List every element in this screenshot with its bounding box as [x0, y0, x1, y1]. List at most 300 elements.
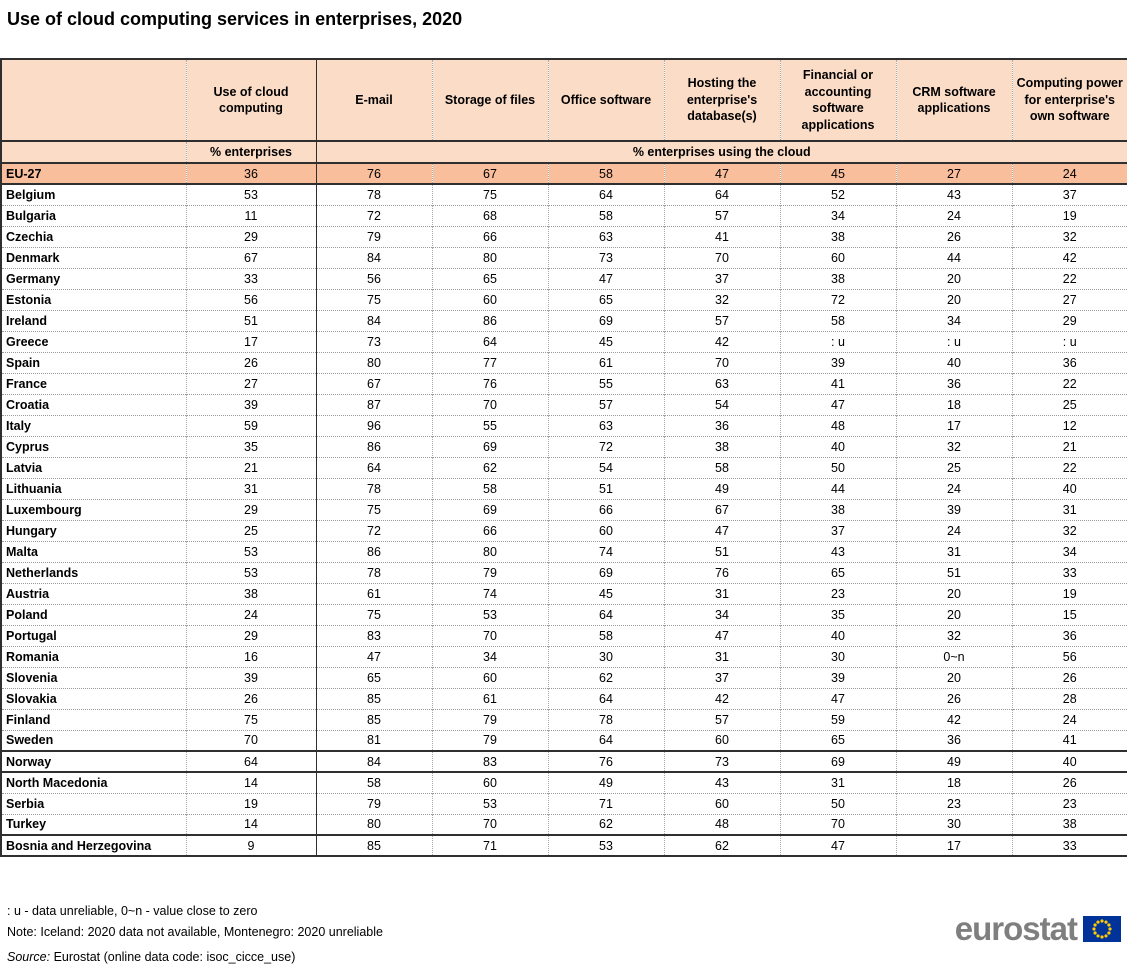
- row-label: Spain: [6, 355, 41, 370]
- data-cell: 86: [316, 541, 432, 562]
- data-cell: 28: [1012, 688, 1127, 709]
- data-cell: 86: [316, 436, 432, 457]
- data-cell: 20: [896, 667, 1012, 688]
- data-cell: 60: [432, 772, 548, 793]
- data-cell: 47: [664, 625, 780, 646]
- table-row: [1, 520, 1127, 541]
- table-row: [1, 268, 1127, 289]
- data-cell: 66: [432, 520, 548, 541]
- data-cell: 45: [780, 163, 896, 184]
- data-cell: 56: [1012, 646, 1127, 667]
- data-cell: 30: [896, 814, 1012, 835]
- data-cell: 31: [186, 478, 316, 499]
- data-cell: 64: [548, 604, 664, 625]
- data-cell: 36: [1012, 352, 1127, 373]
- data-cell: : u: [896, 331, 1012, 352]
- data-cell: 75: [316, 604, 432, 625]
- data-cell: 70: [432, 625, 548, 646]
- unit-cell-cloud: % enterprises using the cloud: [316, 141, 1127, 163]
- row-label: Austria: [6, 586, 50, 601]
- data-cell: 26: [1012, 772, 1127, 793]
- data-cell: 69: [548, 562, 664, 583]
- footnotes: [7, 901, 383, 968]
- data-cell: 38: [186, 583, 316, 604]
- data-cell: 70: [432, 394, 548, 415]
- data-cell: 64: [664, 184, 780, 205]
- data-cell: 65: [316, 667, 432, 688]
- data-cell: 27: [1012, 289, 1127, 310]
- row-label: Romania: [6, 649, 59, 664]
- data-cell: 26: [186, 688, 316, 709]
- data-cell: 84: [316, 751, 432, 772]
- data-cell: 31: [664, 646, 780, 667]
- data-cell: 24: [896, 520, 1012, 541]
- data-cell: 22: [1012, 268, 1127, 289]
- data-cell: 64: [186, 751, 316, 772]
- data-cell: 70: [432, 814, 548, 835]
- data-cell: 55: [548, 373, 664, 394]
- table-row: [1, 772, 1127, 793]
- data-cell: 47: [780, 394, 896, 415]
- data-cell: 50: [780, 793, 896, 814]
- data-cell: 24: [896, 478, 1012, 499]
- header-cell-use-of-cloud: Use of cloud computing: [186, 59, 316, 141]
- data-cell: 78: [316, 184, 432, 205]
- data-cell: 43: [896, 184, 1012, 205]
- data-cell: 37: [1012, 184, 1127, 205]
- table-row: [1, 373, 1127, 394]
- data-cell: 60: [664, 730, 780, 751]
- header-cell-hosting: Hosting the enterprise's database(s): [664, 59, 780, 141]
- data-cell: 24: [1012, 709, 1127, 730]
- row-label: Croatia: [6, 397, 50, 412]
- unit-row: [1, 141, 1127, 163]
- data-cell: 49: [548, 772, 664, 793]
- data-cell: 12: [1012, 415, 1127, 436]
- data-cell: 87: [316, 394, 432, 415]
- data-cell: 29: [186, 499, 316, 520]
- table-row: [1, 247, 1127, 268]
- data-cell: 58: [432, 478, 548, 499]
- data-cell: 23: [1012, 793, 1127, 814]
- data-cell: 15: [1012, 604, 1127, 625]
- data-cell: 80: [432, 541, 548, 562]
- data-cell: 64: [432, 331, 548, 352]
- data-cell: 38: [1012, 814, 1127, 835]
- data-cell: 51: [896, 562, 1012, 583]
- table-row: [1, 814, 1127, 835]
- data-cell: 0~n: [896, 646, 1012, 667]
- data-cell: 39: [186, 394, 316, 415]
- data-cell: 54: [664, 394, 780, 415]
- data-cell: 80: [316, 814, 432, 835]
- data-cell: 25: [1012, 394, 1127, 415]
- row-label: Estonia: [6, 292, 52, 307]
- data-cell: 59: [780, 709, 896, 730]
- data-cell: 23: [780, 583, 896, 604]
- data-cell: 62: [548, 667, 664, 688]
- data-cell: 75: [316, 499, 432, 520]
- source-text: Eurostat (online data code: isoc_cicce_use): [50, 950, 296, 964]
- data-cell: 53: [432, 604, 548, 625]
- table-row: [1, 835, 1127, 856]
- data-cell: 29: [186, 625, 316, 646]
- table-row: [1, 415, 1127, 436]
- data-cell: 31: [896, 541, 1012, 562]
- row-label: Netherlands: [6, 565, 79, 580]
- data-cell: 14: [186, 772, 316, 793]
- table-row: [1, 310, 1127, 331]
- data-cell: 80: [316, 352, 432, 373]
- data-cell: 47: [316, 646, 432, 667]
- data-cell: 63: [548, 415, 664, 436]
- data-cell: 19: [186, 793, 316, 814]
- row-label: Luxembourg: [6, 502, 82, 517]
- table-row: [1, 184, 1127, 205]
- data-cell: 36: [896, 373, 1012, 394]
- data-cell: 68: [432, 205, 548, 226]
- unit-cell-enterprises: % enterprises: [186, 141, 316, 163]
- data-cell: 61: [316, 583, 432, 604]
- footnote-flags: : u - data unreliable, 0~n - value close to zero: [7, 904, 258, 918]
- data-cell: 64: [548, 184, 664, 205]
- data-cell: 76: [432, 373, 548, 394]
- data-cell: 24: [896, 205, 1012, 226]
- data-cell: 84: [316, 247, 432, 268]
- data-cell: 67: [186, 247, 316, 268]
- data-cell: 72: [780, 289, 896, 310]
- data-cell: 74: [548, 541, 664, 562]
- data-cell: 47: [780, 835, 896, 856]
- row-label: Poland: [6, 607, 48, 622]
- data-cell: 37: [664, 268, 780, 289]
- data-cell: 69: [432, 499, 548, 520]
- row-label: Turkey: [6, 817, 47, 832]
- data-cell: 26: [186, 352, 316, 373]
- data-cell: 33: [186, 268, 316, 289]
- data-cell: 64: [316, 457, 432, 478]
- data-cell: 79: [432, 709, 548, 730]
- row-label: Latvia: [6, 460, 43, 475]
- data-cell: 62: [664, 835, 780, 856]
- row-label: Malta: [6, 544, 38, 559]
- data-cell: 70: [780, 814, 896, 835]
- data-cell: 65: [432, 268, 548, 289]
- data-cell: 32: [664, 289, 780, 310]
- data-cell: 20: [896, 289, 1012, 310]
- data-cell: 41: [1012, 730, 1127, 751]
- data-cell: 53: [186, 184, 316, 205]
- row-label: France: [6, 376, 47, 391]
- data-cell: 35: [780, 604, 896, 625]
- data-cell: 77: [432, 352, 548, 373]
- row-label: Bosnia and Herzegovina: [6, 838, 152, 853]
- data-cell: 9: [186, 835, 316, 856]
- data-cell: 22: [1012, 457, 1127, 478]
- data-cell: 70: [664, 352, 780, 373]
- table-row: [1, 667, 1127, 688]
- data-cell: 66: [432, 226, 548, 247]
- row-label: EU-27: [6, 166, 42, 181]
- data-cell: 39: [780, 667, 896, 688]
- data-cell: 73: [664, 751, 780, 772]
- data-cell: 58: [780, 310, 896, 331]
- data-cell: 47: [664, 520, 780, 541]
- data-cell: 65: [548, 289, 664, 310]
- data-cell: 86: [432, 310, 548, 331]
- header-row: [1, 59, 1127, 141]
- data-cell: 21: [186, 457, 316, 478]
- row-label: Ireland: [6, 313, 47, 328]
- data-cell: 40: [1012, 751, 1127, 772]
- header-cell-storage: Storage of files: [432, 59, 548, 141]
- data-cell: 42: [1012, 247, 1127, 268]
- data-cell: 34: [780, 205, 896, 226]
- data-cell: 45: [548, 583, 664, 604]
- data-cell: 72: [316, 520, 432, 541]
- data-cell: 44: [896, 247, 1012, 268]
- data-cell: 41: [664, 226, 780, 247]
- data-cell: 62: [432, 457, 548, 478]
- data-cell: 63: [664, 373, 780, 394]
- data-cell: 40: [1012, 478, 1127, 499]
- data-cell: 30: [548, 646, 664, 667]
- data-cell: 48: [664, 814, 780, 835]
- data-cell: 63: [548, 226, 664, 247]
- data-cell: 20: [896, 268, 1012, 289]
- data-cell: 58: [548, 205, 664, 226]
- data-cell: 32: [1012, 520, 1127, 541]
- table-row: [1, 394, 1127, 415]
- table-row: [1, 793, 1127, 814]
- table-row: [1, 478, 1127, 499]
- data-cell: 34: [896, 310, 1012, 331]
- table-row: [1, 436, 1127, 457]
- header-cell-computing-power: Computing power for enterprise's own software: [1012, 59, 1127, 141]
- table-row: [1, 709, 1127, 730]
- row-label: Finland: [6, 712, 51, 727]
- data-cell: 53: [432, 793, 548, 814]
- data-cell: 75: [186, 709, 316, 730]
- data-cell: 25: [896, 457, 1012, 478]
- data-cell: 40: [780, 436, 896, 457]
- row-label: Greece: [6, 334, 49, 349]
- data-cell: 58: [664, 457, 780, 478]
- data-cell: 34: [432, 646, 548, 667]
- row-label: Bulgaria: [6, 208, 57, 223]
- data-cell: 74: [432, 583, 548, 604]
- data-cell: 20: [896, 583, 1012, 604]
- data-cell: 65: [780, 562, 896, 583]
- data-cell: 56: [316, 268, 432, 289]
- data-cell: 26: [896, 688, 1012, 709]
- data-cell: 78: [548, 709, 664, 730]
- data-cell: 58: [548, 625, 664, 646]
- data-cell: 62: [548, 814, 664, 835]
- row-label: North Macedonia: [6, 775, 108, 790]
- data-cell: 67: [432, 163, 548, 184]
- data-cell: 71: [548, 793, 664, 814]
- data-cell: 60: [432, 289, 548, 310]
- data-cell: 58: [316, 772, 432, 793]
- data-cell: 53: [186, 562, 316, 583]
- data-cell: 36: [1012, 625, 1127, 646]
- data-cell: 73: [548, 247, 664, 268]
- data-cell: 38: [664, 436, 780, 457]
- data-cell: 16: [186, 646, 316, 667]
- data-cell: 84: [316, 310, 432, 331]
- data-cell: 57: [548, 394, 664, 415]
- data-cell: 76: [664, 562, 780, 583]
- data-cell: 51: [548, 478, 664, 499]
- data-cell: 59: [186, 415, 316, 436]
- data-cell: 60: [548, 520, 664, 541]
- data-cell: 79: [316, 793, 432, 814]
- data-cell: 27: [186, 373, 316, 394]
- data-cell: 81: [316, 730, 432, 751]
- table-header: [1, 59, 1127, 163]
- data-cell: 50: [780, 457, 896, 478]
- data-cell: 41: [780, 373, 896, 394]
- data-cell: 34: [664, 604, 780, 625]
- table-row: [1, 289, 1127, 310]
- data-cell: 24: [1012, 163, 1127, 184]
- data-cell: 38: [780, 268, 896, 289]
- data-cell: 53: [186, 541, 316, 562]
- data-cell: 38: [780, 226, 896, 247]
- data-cell: 19: [1012, 583, 1127, 604]
- data-cell: 33: [1012, 562, 1127, 583]
- data-cell: 49: [896, 751, 1012, 772]
- data-cell: 66: [548, 499, 664, 520]
- data-cell: 36: [186, 163, 316, 184]
- page-title: Use of cloud computing services in enterprises, 2020: [7, 9, 463, 29]
- data-cell: 18: [896, 772, 1012, 793]
- row-label: Slovenia: [6, 670, 58, 685]
- data-cell: 23: [896, 793, 1012, 814]
- data-cell: 85: [316, 835, 432, 856]
- data-cell: 26: [896, 226, 1012, 247]
- data-cell: 67: [316, 373, 432, 394]
- table-row: [1, 604, 1127, 625]
- data-cell: 48: [780, 415, 896, 436]
- data-cell: 19: [1012, 205, 1127, 226]
- data-cell: 21: [1012, 436, 1127, 457]
- table-row: [1, 331, 1127, 352]
- data-cell: 55: [432, 415, 548, 436]
- data-cell: 83: [432, 751, 548, 772]
- data-cell: 40: [780, 625, 896, 646]
- table-row: [1, 646, 1127, 667]
- footnote-note: Note: Iceland: 2020 data not available, Montenegro: 2020 unreliable: [7, 925, 383, 939]
- table-row: [1, 226, 1127, 247]
- data-cell: 53: [548, 835, 664, 856]
- data-cell: 79: [316, 226, 432, 247]
- header-cell-crm: CRM software applications: [896, 59, 1012, 141]
- table-row: [1, 352, 1127, 373]
- data-cell: : u: [780, 331, 896, 352]
- data-cell: 26: [1012, 667, 1127, 688]
- data-cell: 44: [780, 478, 896, 499]
- data-cell: 58: [548, 163, 664, 184]
- data-cell: 31: [664, 583, 780, 604]
- table-row: [1, 730, 1127, 751]
- table-row: [1, 583, 1127, 604]
- data-cell: 61: [432, 688, 548, 709]
- data-cell: 75: [316, 289, 432, 310]
- data-cell: 33: [1012, 835, 1127, 856]
- row-label: Czechia: [6, 229, 54, 244]
- row-label: Serbia: [6, 796, 45, 811]
- data-cell: 31: [780, 772, 896, 793]
- data-cell: 73: [316, 331, 432, 352]
- data-cell: 75: [432, 184, 548, 205]
- table-row: [1, 562, 1127, 583]
- data-cell: 32: [896, 436, 1012, 457]
- data-cell: 69: [548, 310, 664, 331]
- eu-flag-icon: [1083, 916, 1121, 942]
- data-cell: 38: [780, 499, 896, 520]
- data-cell: 72: [548, 436, 664, 457]
- source-label: Source:: [7, 950, 51, 964]
- header-cell-email: E-mail: [316, 59, 432, 141]
- data-cell: 25: [186, 520, 316, 541]
- data-cell: 47: [548, 268, 664, 289]
- data-cell: 51: [664, 541, 780, 562]
- data-cell: 60: [664, 793, 780, 814]
- row-label: Cyprus: [6, 439, 50, 454]
- data-cell: 49: [664, 478, 780, 499]
- data-cell: 17: [186, 331, 316, 352]
- data-cell: 67: [664, 499, 780, 520]
- table-row: [1, 688, 1127, 709]
- data-cell: 70: [186, 730, 316, 751]
- data-cell: 60: [432, 667, 548, 688]
- data-cell: 42: [896, 709, 1012, 730]
- data-cell: 51: [186, 310, 316, 331]
- data-cell: 52: [780, 184, 896, 205]
- data-cell: 56: [186, 289, 316, 310]
- data-cell: 32: [1012, 226, 1127, 247]
- data-cell: 45: [548, 331, 664, 352]
- table-body: [1, 163, 1127, 856]
- row-label: Denmark: [6, 250, 60, 265]
- row-label: Sweden: [6, 733, 54, 748]
- row-label: Lithuania: [6, 481, 62, 496]
- data-cell: 54: [548, 457, 664, 478]
- data-cell: 39: [780, 352, 896, 373]
- data-cell: 17: [896, 415, 1012, 436]
- header-cell-financial: Financial or accounting software applications: [780, 59, 896, 141]
- data-cell: 64: [548, 688, 664, 709]
- data-cell: 42: [664, 331, 780, 352]
- eurostat-logo-text: eurostat: [954, 910, 1077, 947]
- data-cell: 29: [1012, 310, 1127, 331]
- data-cell: 57: [664, 310, 780, 331]
- data-cell: : u: [1012, 331, 1127, 352]
- unit-cell-empty: [1, 141, 186, 163]
- data-cell: 79: [432, 730, 548, 751]
- data-cell: 42: [664, 688, 780, 709]
- table-row: [1, 751, 1127, 772]
- data-cell: 34: [1012, 541, 1127, 562]
- data-cell: 22: [1012, 373, 1127, 394]
- data-cell: 27: [896, 163, 1012, 184]
- data-cell: 31: [1012, 499, 1127, 520]
- data-cell: 65: [780, 730, 896, 751]
- data-cell: 69: [432, 436, 548, 457]
- data-cell: 37: [664, 667, 780, 688]
